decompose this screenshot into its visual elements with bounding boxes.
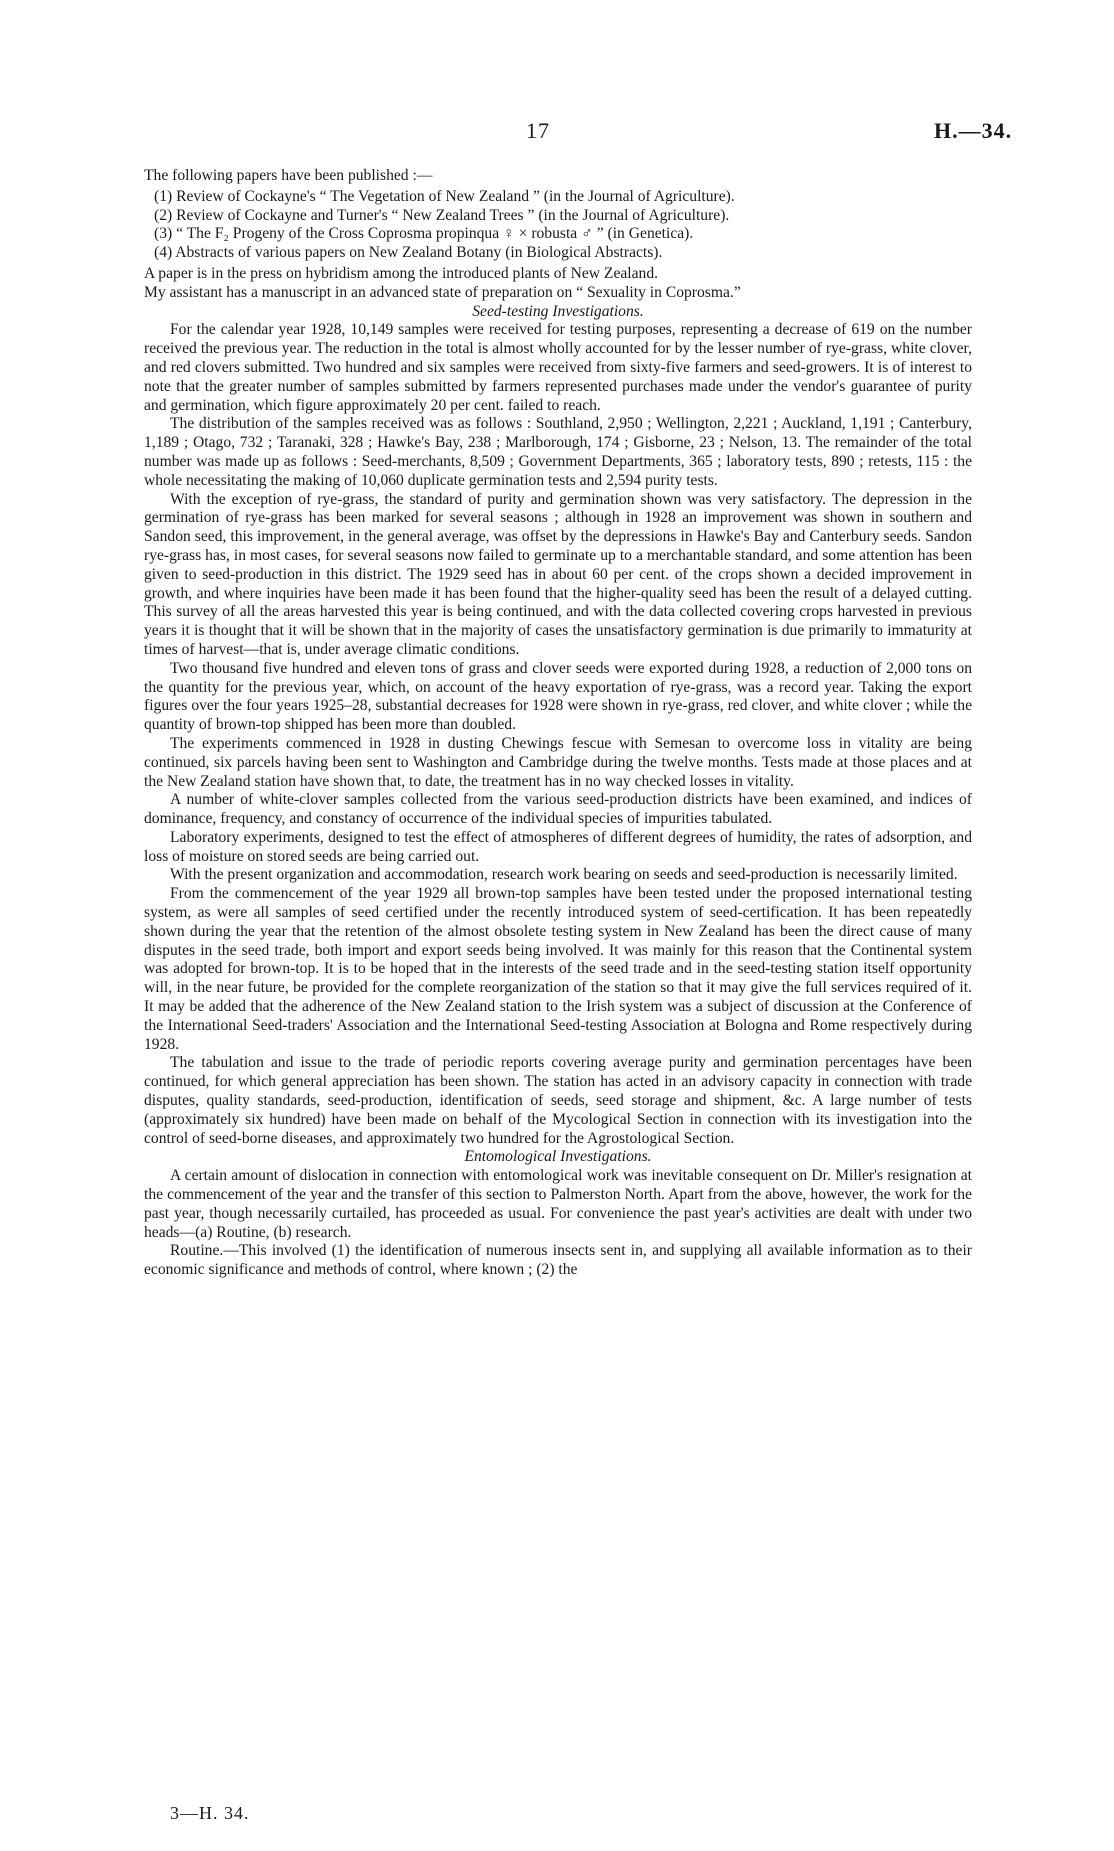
entomology-paragraph: A certain amount of dislocation in connection with entomological work was inevitable consequent on Dr. Miller's resignation at the commencement of the year and the transfer of this section to Palmerston North. Apart from the above, however, the work for the past year, though necessarily curtailed, has proceeded as usual. For convenience the past year's activities are dealt with under two heads—(a) Routine, (b) research. xyxy=(144,1167,972,1241)
seed-paragraph: The experiments commenced in 1928 in dusting Chewings fescue with Semesan to overcome loss in vitality are being continued, six parcels having been sent to Washington and Cambridge during the twelve months. Tests made at those places and at the New Zealand station have shown that, to date, the treatment has in no way checked losses in vitality. xyxy=(144,734,972,790)
seed-paragraph: With the exception of rye-grass, the standard of purity and germination shown was very satisfactory. The depression in the germination of rye-grass has been marked for several seasons ; although in 1928 an improvement was shown in southern and Sandon seed, this improvement, in the general average, was offset by the depressions in Hawke's Bay and Canterbury seeds. Sandon rye-grass has, in most cases, for several seasons now failed to germinate up to a merchantable standard, and some attention has been given to seed-production in this district. The 1929 seed has in about 60 per cent. of the crops shown a decided improvement in growth, and where inquiries have been made it has been found that the higher-quality seed has been the result of a delayed cutting. This survey of all the areas harvested this year is being continued, and with the data collected covering crops harvested in previous years it is thought that it will be shown that in the majority of cases the unsatisfactory germination is due primarily to immaturity at times of harvest—that is, under average climatic conditions. xyxy=(144,490,972,658)
seed-paragraph: The distribution of the samples received was as follows : Southland, 2,950 ; Wellington, 2,221 ; Auckland, 1,191 ; Canterbury, 1,189 ; Otago, 732 ; Taranaki, 328 ; Hawke's Bay, 238 ; Marlborough, 174 ; Gisborne, 23 ; Nelson, 13. The remainder of the total number was made up as follows : Seed-merchants, 8,509 ; Government Departments, 365 ; laboratory tests, 890 ; retests, 115 : the whole necessitating the making of 10,060 duplicate germination tests and 2,594 purity tests. xyxy=(144,415,972,489)
paper-item: (2) Review of Cockayne and Turner's “ New Zealand Trees ” (in the Journal of Agriculture). xyxy=(154,206,730,224)
seed-paragraph: Laboratory experiments, designed to test the effect of atmospheres of different degrees of humidity, the rates of adsorption, and loss of moisture on stored seeds are being carried out. xyxy=(144,828,972,865)
entomology-paragraph: Routine.—This involved (1) the identification of numerous insects sent in, and supplying all available information as to their economic significance and methods of control, where known ; (2) the xyxy=(144,1242,972,1279)
paper-item: (4) Abstracts of various papers on New Zealand Botany (in Biological Abstracts). xyxy=(154,244,663,262)
page-number: 17 xyxy=(526,118,550,143)
intro-lead: The following papers have been published :— xyxy=(144,167,433,184)
page-body xyxy=(144,167,972,1280)
seed-paragraph: Two thousand five hundred and eleven tons of grass and clover seeds were exported during 1928, a reduction of 2,000 tons on the quantity for the previous year, which, on account of the heavy exportation of rye-grass, was a record year. Taking the export figures over the four years 1925–28, substantial decreases for 1928 were shown in rye-grass, red clover, and white clover ; while the quantity of brown-top shipped has been more than doubled. xyxy=(144,659,972,734)
seed-paragraph: From the commencement of the year 1929 all brown-top samples have been tested under the proposed international testing system, as were all samples of seed certified under the recently introduced system of seed-certification. It has been repeatedly shown during the year that the retention of the almost obsolete testing system in New Zealand has been the direct cause of many disputes in the seed trade, both import and export seeds being involved. It was mainly for this reason that the Continental system was adopted for brown-top. It is to be hoped that in the interests of the seed trade and in the seed-testing station itself opportunity will, in the near future, be provided for the complete reorganization of the station so that it may give the full services required of it. It may be added that the adherence of the New Zealand station to the Irish system was a subject of discussion at the Conference of the International Seed-traders' Association and the International Seed-testing Association at Bologna and Rome respectively during 1928. xyxy=(144,885,972,1053)
seed-paragraph: For the calendar year 1928, 10,149 samples were received for testing purposes, representing a decrease of 619 on the number received the previous year. The reduction in the total is almost wholly accounted for by the lesser number of rye-grass, white clover, and red clovers submitted. Two hundred and six samples were received from sixty-five farmers and seed-growers. It is of interest to note that the greater number of samples submitted by farmers represented purchases made under the vendor's guarantee of purity and germination, which figure approximately 20 per cent. failed to reach. xyxy=(144,321,972,414)
papers-list xyxy=(144,188,972,263)
seed-paragraph: With the present organization and accommodation, research work bearing on seeds and seed-production is necessarily limited. xyxy=(170,866,958,884)
section-heading-entomological: Entomological Investigations. xyxy=(464,1148,652,1166)
paper-item: (1) Review of Cockayne's “ The Vegetation of New Zealand ” (in the Journal of Agriculture). xyxy=(154,187,735,205)
footer-signature-code: 3—H. 34. xyxy=(170,1803,250,1823)
document-code: H.—34. xyxy=(934,118,1013,143)
paper-item: (3) “ The F₂ Progeny of the Cross Coprosma propinqua ♀ × robusta ♂ ” (in Genetica). xyxy=(154,225,694,243)
press-note: A paper is in the press on hybridism among the introduced plants of New Zealand. xyxy=(144,264,659,282)
seed-paragraph: A number of white-clover samples collected from the various seed-production districts have been examined, and indices of dominance, frequency, and constancy of occurrence of the individual species of impurities tabulated. xyxy=(144,791,972,828)
seed-paragraph: The tabulation and issue to the trade of periodic reports covering average purity and germination percentages have been continued, for which general appreciation has been shown. The station has acted in an advisory capacity in connection with trade disputes, quality standards, seed-production, identification of seeds, seed storage and shipment, &c. A large number of tests (approximately six hundred) have been made on behalf of the Mycological Section in connection with its investigation into the control of seed-borne diseases, and approximately two hundred for the Agrostological Section. xyxy=(144,1054,972,1147)
section-heading-seed-testing: Seed-testing Investigations. xyxy=(472,302,644,320)
assistant-note: My assistant has a manuscript in an advanced state of preparation on “ Sexuality in Coprosma.” xyxy=(144,283,741,301)
